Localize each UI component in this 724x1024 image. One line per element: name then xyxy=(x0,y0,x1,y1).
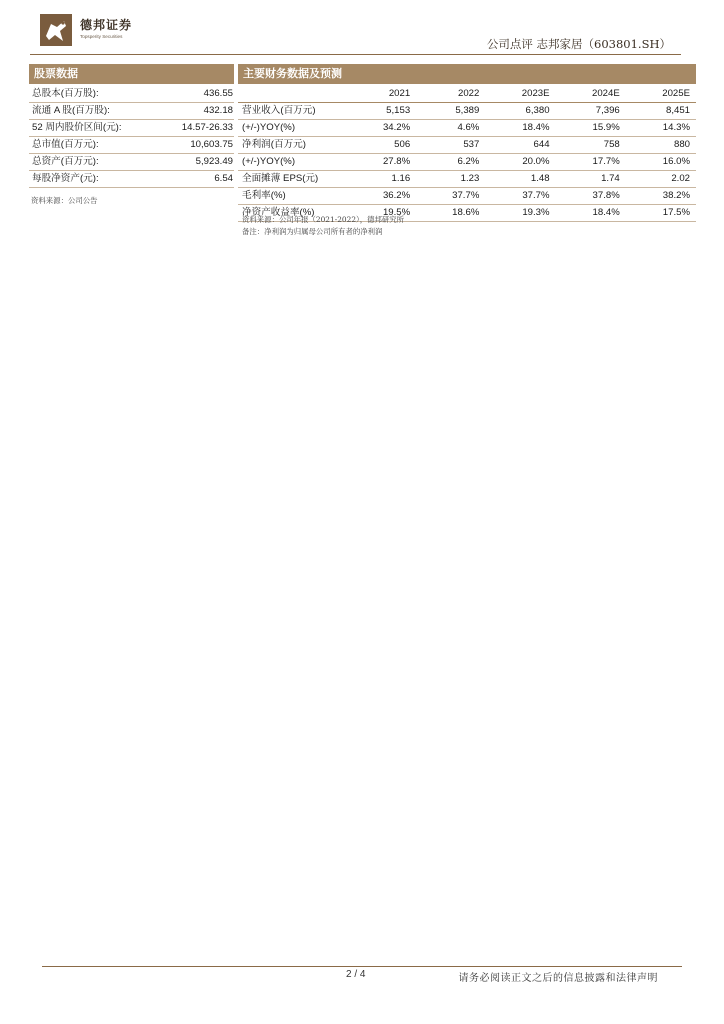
metric-label: (+/-)YOY(%) xyxy=(238,154,347,171)
table-header-row xyxy=(238,86,696,103)
stock-data-value: 6.54 xyxy=(159,171,234,188)
metric-value: 17.5% xyxy=(626,205,696,222)
metric-label: 全面摊薄 EPS(元) xyxy=(238,171,347,188)
metric-value: 8,451 xyxy=(626,103,696,120)
financial-forecast-table xyxy=(238,86,696,222)
stock-data-row xyxy=(29,137,234,154)
metric-value: 506 xyxy=(347,137,416,154)
legal-disclaimer: 请务必阅读正文之后的信息披露和法律声明 xyxy=(458,973,658,984)
metric-label: (+/-)YOY(%) xyxy=(238,120,347,137)
metric-value: 537 xyxy=(416,137,485,154)
stock-data-source: 资料来源：公司公告 xyxy=(31,196,98,205)
metric-value: 880 xyxy=(626,137,696,154)
metric-value: 1.74 xyxy=(556,171,626,188)
stock-data-label: 总资产(百万元): xyxy=(29,154,159,171)
metric-value: 758 xyxy=(556,137,626,154)
stock-data-value: 432.18 xyxy=(159,103,234,120)
footer-divider xyxy=(42,966,682,967)
metric-value: 36.2% xyxy=(347,188,416,205)
metric-value: 37.7% xyxy=(485,188,555,205)
stock-data-label: 总市值(百万元): xyxy=(29,137,159,154)
stock-data-label: 总股本(百万股): xyxy=(29,86,159,103)
year-header: 2021 xyxy=(347,86,416,103)
metric-value: 18.4% xyxy=(556,205,626,222)
metric-value: 19.5% xyxy=(347,205,416,222)
metric-value: 15.9% xyxy=(556,120,626,137)
table-row xyxy=(238,120,696,137)
metric-label: 净利润(百万元) xyxy=(238,137,347,154)
metric-label: 毛利率(%) xyxy=(238,188,347,205)
metric-value: 18.6% xyxy=(416,205,485,222)
metric-value: 6,380 xyxy=(485,103,555,120)
metric-value: 37.8% xyxy=(556,188,626,205)
stock-data-value: 436.55 xyxy=(159,86,234,103)
metric-value: 4.6% xyxy=(416,120,485,137)
metric-value: 19.3% xyxy=(485,205,555,222)
header-corner-cell xyxy=(238,86,347,103)
year-header: 2024E xyxy=(556,86,626,103)
stock-data-value: 5,923.49 xyxy=(159,154,234,171)
metric-value: 5,389 xyxy=(416,103,485,120)
metric-value: 2.02 xyxy=(626,171,696,188)
table-row xyxy=(238,103,696,120)
metric-value: 17.7% xyxy=(556,154,626,171)
metric-label: 净资产收益率(%) xyxy=(238,205,347,222)
metric-value: 20.0% xyxy=(485,154,555,171)
metric-value: 1.16 xyxy=(347,171,416,188)
stock-data-row xyxy=(29,103,234,120)
stock-data-heading: 股票数据 xyxy=(29,64,234,84)
metric-label: 营业收入(百万元) xyxy=(238,103,347,120)
company-logo xyxy=(40,14,72,46)
metric-value: 1.23 xyxy=(416,171,485,188)
stock-data-label: 52 周内股价区间(元): xyxy=(29,120,159,137)
report-title: 公司点评 志邦家居（603801.SH） xyxy=(486,37,671,51)
metric-value: 644 xyxy=(485,137,555,154)
table-row xyxy=(238,188,696,205)
year-header: 2023E xyxy=(485,86,555,103)
brand-name: 德邦证券 xyxy=(80,18,133,32)
table-row xyxy=(238,171,696,188)
stock-data-label: 流通 A 股(百万股): xyxy=(29,103,159,120)
table-row xyxy=(238,154,696,171)
year-header: 2025E xyxy=(626,86,696,103)
stock-data-label: 每股净资产(元): xyxy=(29,171,159,188)
stock-data-value: 10,603.75 xyxy=(159,137,234,154)
stock-data-row xyxy=(29,120,234,137)
table-row xyxy=(238,137,696,154)
stock-data-row xyxy=(29,86,234,103)
financial-source: 资料来源：公司年报（2021-2022），德邦研究所 xyxy=(242,215,405,224)
stock-data-row xyxy=(29,154,234,171)
metric-value: 1.48 xyxy=(485,171,555,188)
metric-value: 18.4% xyxy=(485,120,555,137)
page-number: 2 / 4 xyxy=(346,969,366,980)
metric-value: 7,396 xyxy=(556,103,626,120)
financial-forecast-heading: 主要财务数据及预测 xyxy=(238,64,696,84)
metric-value: 5,153 xyxy=(347,103,416,120)
year-header: 2022 xyxy=(416,86,485,103)
metric-value: 38.2% xyxy=(626,188,696,205)
metric-value: 14.3% xyxy=(626,120,696,137)
header-divider xyxy=(30,54,681,55)
metric-value: 34.2% xyxy=(347,120,416,137)
metric-value: 16.0% xyxy=(626,154,696,171)
metric-value: 37.7% xyxy=(416,188,485,205)
brand-english-name: Topsperity Securities xyxy=(80,34,123,39)
stock-data-table xyxy=(29,86,234,188)
stock-data-value: 14.57-26.33 xyxy=(159,120,234,137)
metric-value: 27.8% xyxy=(347,154,416,171)
stock-data-row xyxy=(29,171,234,188)
metric-value: 6.2% xyxy=(416,154,485,171)
financial-note: 备注：净利润为归属母公司所有者的净利润 xyxy=(242,227,383,236)
